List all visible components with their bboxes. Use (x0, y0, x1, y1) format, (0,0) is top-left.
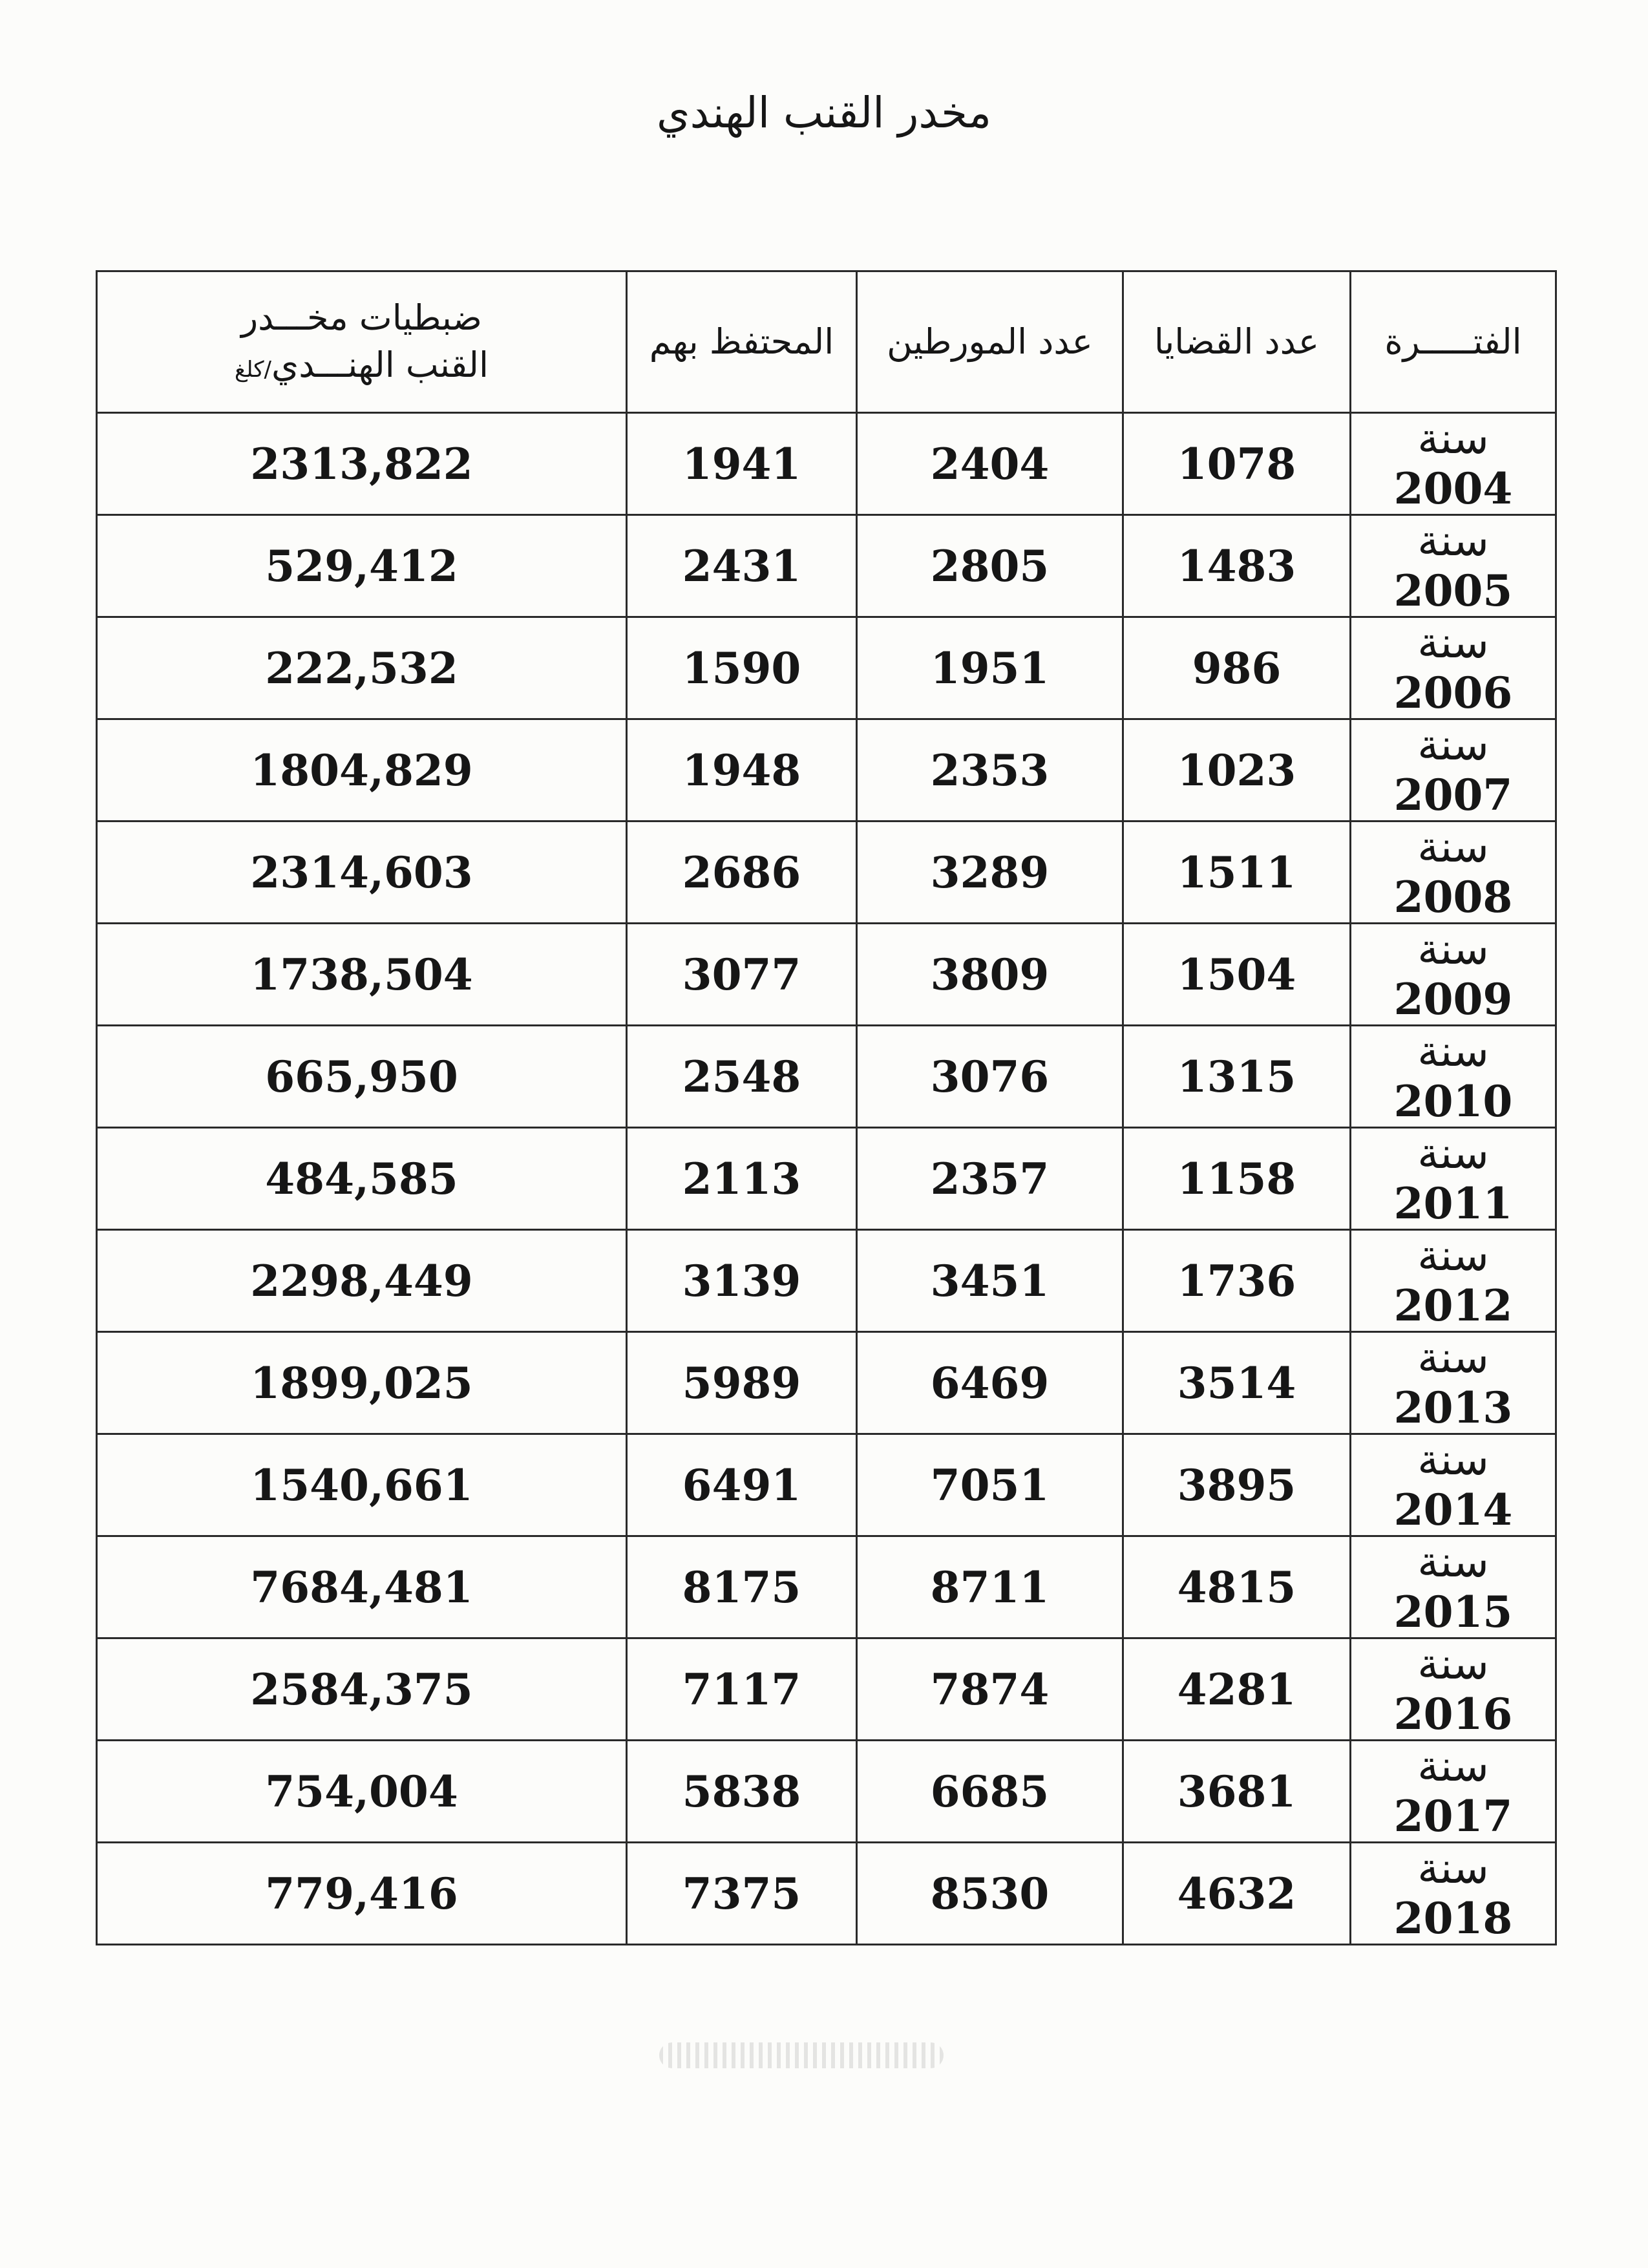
table-row (97, 1026, 1556, 1128)
defendants-cell: 2404 (857, 413, 1123, 515)
detained-cell: 8175 (627, 1536, 857, 1638)
year-prefix: سنة (1417, 414, 1489, 463)
header-seizures-line2 (98, 342, 626, 389)
defendants-cell: 8530 (857, 1843, 1123, 1945)
year-value: 2011 (1393, 1178, 1513, 1229)
header-period: الفتـــــرة (1351, 271, 1556, 413)
year-value: 2012 (1393, 1280, 1513, 1331)
year-value: 2014 (1393, 1485, 1513, 1535)
defendants-cell: 6685 (857, 1741, 1123, 1843)
cases-cell: 1504 (1123, 924, 1351, 1026)
faint-stamp (659, 2042, 944, 2068)
table-row (97, 515, 1556, 617)
table-row (97, 719, 1556, 821)
seizures-cell: 754,004 (97, 1741, 627, 1843)
year-value: 2016 (1393, 1689, 1513, 1739)
year-prefix: سنة (1417, 1741, 1489, 1791)
seizures-cell: 7684,481 (97, 1536, 627, 1638)
period-cell (1351, 1434, 1556, 1536)
period-cell (1351, 1128, 1556, 1230)
detained-cell: 1941 (627, 413, 857, 515)
header-detained: المحتفظ بهم (627, 271, 857, 413)
header-seizures-product: القنب الهنـــدي (271, 344, 489, 385)
period-cell (1351, 1230, 1556, 1332)
table-row (97, 1741, 1556, 1843)
cases-cell: 1078 (1123, 413, 1351, 515)
detained-cell: 2431 (627, 515, 857, 617)
cases-cell: 4281 (1123, 1638, 1351, 1741)
detained-cell: 2113 (627, 1128, 857, 1230)
seizures-cell: 222,532 (97, 617, 627, 719)
detained-cell: 2686 (627, 821, 857, 924)
statistics-table (96, 270, 1557, 1945)
table-row (97, 1536, 1556, 1638)
defendants-cell: 3076 (857, 1026, 1123, 1128)
period-cell (1351, 413, 1556, 515)
period-cell (1351, 821, 1556, 924)
table-row (97, 617, 1556, 719)
defendants-cell: 3451 (857, 1230, 1123, 1332)
table-row (97, 821, 1556, 924)
seizures-cell: 1738,504 (97, 924, 627, 1026)
year-value: 2018 (1393, 1893, 1513, 1944)
header-defendants: عدد المورطين (857, 271, 1123, 413)
year-value: 2004 (1393, 463, 1513, 514)
detained-cell: 2548 (627, 1026, 857, 1128)
seizures-cell: 779,416 (97, 1843, 627, 1945)
period-cell (1351, 1026, 1556, 1128)
table-row (97, 1638, 1556, 1741)
cases-cell: 986 (1123, 617, 1351, 719)
year-value: 2005 (1393, 566, 1513, 616)
defendants-cell: 2805 (857, 515, 1123, 617)
cases-cell: 1511 (1123, 821, 1351, 924)
defendants-cell: 3289 (857, 821, 1123, 924)
year-prefix: سنة (1417, 1843, 1489, 1893)
defendants-cell: 6469 (857, 1332, 1123, 1434)
detained-cell: 1590 (627, 617, 857, 719)
detained-cell: 6491 (627, 1434, 857, 1536)
seizures-cell: 1804,829 (97, 719, 627, 821)
detained-cell: 5838 (627, 1741, 857, 1843)
seizures-cell: 665,950 (97, 1026, 627, 1128)
table-row (97, 1128, 1556, 1230)
period-cell (1351, 1638, 1556, 1741)
seizures-cell: 2314,603 (97, 821, 627, 924)
year-prefix: سنة (1417, 924, 1489, 974)
table-row (97, 1230, 1556, 1332)
year-value: 2010 (1393, 1076, 1513, 1127)
defendants-cell: 8711 (857, 1536, 1123, 1638)
year-value: 2009 (1393, 974, 1513, 1024)
defendants-cell: 3809 (857, 924, 1123, 1026)
table-row (97, 413, 1556, 515)
detained-cell: 7117 (627, 1638, 857, 1741)
cases-cell: 3681 (1123, 1741, 1351, 1843)
header-seizures (97, 271, 627, 413)
period-cell (1351, 1843, 1556, 1945)
period-cell (1351, 719, 1556, 821)
table-row (97, 1434, 1556, 1536)
period-cell (1351, 617, 1556, 719)
seizures-cell: 1899,025 (97, 1332, 627, 1434)
table-row (97, 924, 1556, 1026)
year-prefix: سنة (1417, 720, 1489, 770)
year-prefix: سنة (1417, 618, 1489, 668)
cases-cell: 1158 (1123, 1128, 1351, 1230)
year-value: 2017 (1393, 1791, 1513, 1841)
detained-cell: 1948 (627, 719, 857, 821)
cases-cell: 1736 (1123, 1230, 1351, 1332)
detained-cell: 7375 (627, 1843, 857, 1945)
period-cell (1351, 515, 1556, 617)
year-value: 2008 (1393, 872, 1513, 922)
period-cell (1351, 1332, 1556, 1434)
year-prefix: سنة (1417, 1026, 1489, 1076)
table-header-row (97, 271, 1556, 413)
year-value: 2015 (1393, 1587, 1513, 1637)
cases-cell: 1483 (1123, 515, 1351, 617)
year-value: 2006 (1393, 668, 1513, 718)
year-prefix: سنة (1417, 1537, 1489, 1587)
cases-cell: 3895 (1123, 1434, 1351, 1536)
detained-cell: 3077 (627, 924, 857, 1026)
seizures-cell: 2313,822 (97, 413, 627, 515)
table-row (97, 1332, 1556, 1434)
header-cases: عدد القضايا (1123, 271, 1351, 413)
seizures-cell: 2584,375 (97, 1638, 627, 1741)
seizures-cell: 2298,449 (97, 1230, 627, 1332)
defendants-cell: 1951 (857, 617, 1123, 719)
year-prefix: سنة (1417, 1129, 1489, 1178)
cases-cell: 3514 (1123, 1332, 1351, 1434)
defendants-cell: 2357 (857, 1128, 1123, 1230)
defendants-cell: 2353 (857, 719, 1123, 821)
year-prefix: سنة (1417, 1231, 1489, 1280)
cases-cell: 4815 (1123, 1536, 1351, 1638)
year-value: 2007 (1393, 770, 1513, 820)
year-prefix: سنة (1417, 516, 1489, 566)
year-prefix: سنة (1417, 1333, 1489, 1383)
seizures-cell: 1540,661 (97, 1434, 627, 1536)
table-row (97, 1843, 1556, 1945)
defendants-cell: 7874 (857, 1638, 1123, 1741)
table-body (97, 413, 1556, 1945)
header-seizures-line1: ضبطيات مخـــدر (241, 297, 482, 339)
detained-cell: 5989 (627, 1332, 857, 1434)
period-cell (1351, 1536, 1556, 1638)
seizures-cell: 484,585 (97, 1128, 627, 1230)
period-cell (1351, 924, 1556, 1026)
page-title: مخدر القنب الهندي (656, 88, 992, 138)
detained-cell: 3139 (627, 1230, 857, 1332)
period-cell (1351, 1741, 1556, 1843)
header-seizures-unit: /كلغ (235, 357, 271, 383)
cases-cell: 1315 (1123, 1026, 1351, 1128)
defendants-cell: 7051 (857, 1434, 1123, 1536)
cases-cell: 4632 (1123, 1843, 1351, 1945)
seizures-cell: 529,412 (97, 515, 627, 617)
year-value: 2013 (1393, 1383, 1513, 1433)
year-prefix: سنة (1417, 1435, 1489, 1485)
cases-cell: 1023 (1123, 719, 1351, 821)
year-prefix: سنة (1417, 1639, 1489, 1689)
year-prefix: سنة (1417, 822, 1489, 872)
